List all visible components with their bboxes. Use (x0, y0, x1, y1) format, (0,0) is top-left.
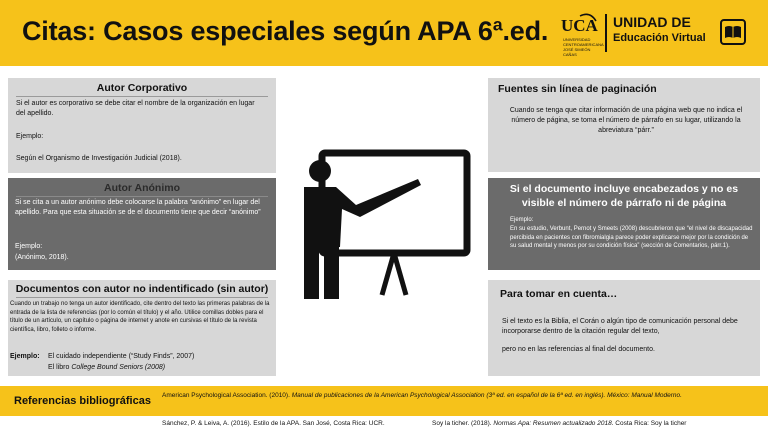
autor-anonimo-example: (Anónimo, 2018). (15, 254, 69, 261)
encabezados-example-label: Ejemplo: (510, 217, 534, 223)
uca-subtitle: UNIVERSIDAD CENTROAMERICANA JOSÉ SIMEÓN CAÑAS (563, 37, 604, 57)
autor-anonimo-box (8, 178, 276, 270)
autor-corporativo-example-label: Ejemplo: (16, 133, 44, 140)
reference-3-title: Normas Apa: Resumen actualizado 2018. (493, 420, 614, 427)
autor-anonimo-title: Autor Anónimo (103, 182, 180, 194)
autor-corporativo-example: Según el Organismo de Investigación Judicial (2018). (16, 155, 182, 162)
autor-anonimo-text: Si se cita a un autor anónimo debe colocarse la palabra “anónimo” en lugar del apellido. Para que esta situación se de el documento tiene que decir “anónimo” (15, 199, 261, 216)
header-banner (0, 0, 768, 66)
sin-paginacion-text: Cuando se tenga que citar información de una página web que no indica el número de página, se toma el número de párrafo en su lugar, utilizando la abreviatura “párr.” (509, 107, 743, 134)
reference-1 (162, 391, 757, 400)
encabezados-text: En su estudio, Verbunt, Pernot y Smeets (2008) descubrieron que “el nivel de discapacidad percibida en pacientes con fibromialgia parece poder explicarse mejor por la condición de su salud mental y menos por su condición física” (sección de Comentarios, párr.1). (510, 226, 753, 249)
sin-paginacion-box (488, 78, 760, 172)
autor-corporativo-box (8, 78, 276, 173)
title-divider (16, 297, 268, 298)
reference-1-title: Manual de publicaciones de la American Psychological Association (3ª ed. en español de la 6ª ed. en inglés). México: Manual Moderno. (291, 392, 682, 399)
logo-divider (605, 14, 607, 52)
open-book-icon (720, 19, 746, 45)
sin-autor-box (8, 280, 276, 376)
sin-autor-example-2 (48, 363, 165, 373)
uca-logo-text: UCA (561, 16, 598, 35)
uca-logo-icon (560, 13, 598, 37)
tomar-en-cuenta-text-2: pero no en las referencias al final del documento. (502, 346, 655, 353)
sin-autor-text: Cuando un trabajo no tenga un autor identificado, cite dentro del texto las primeras palabras de la entrada de la lista de referencias (por lo común el título) y el año. Utilice comillas dobles para el título de un artículo, un capítulo o página de internet y anote en cursivas el título de la revista científica, libro, folleto o informe. (10, 301, 270, 333)
reference-2: Sánchez, P. & Leiva, A. (2016). Estilo de la APA. San José, Costa Rica: UCR. (162, 420, 385, 427)
reference-3-publisher: Costa Rica: Soy la ticher (613, 420, 687, 427)
encabezados-box (488, 178, 760, 270)
referencias-bar (0, 386, 768, 416)
logo-line-1: UNIDAD DE (613, 14, 691, 30)
page-title: Citas: Casos especiales según APA 6ª.ed. (22, 16, 549, 46)
sin-autor-example-2-title: College Bound Seniors (2008) (71, 364, 166, 371)
logo-line-2: Educación Virtual (613, 32, 706, 44)
reference-3-author: Soy la ticher. (2018). (432, 420, 494, 427)
sin-autor-example-2-prefix: El libro (48, 364, 72, 371)
referencias-label: Referencias bibliográficas (14, 395, 151, 407)
logo-area (560, 11, 760, 57)
title-divider (16, 96, 268, 97)
sin-autor-example-1: El cuidado independiente (“Study Finds”, 2007) (48, 353, 195, 360)
reference-3 (432, 420, 762, 427)
tomar-en-cuenta-box (488, 280, 760, 376)
teacher-pointing-at-board-icon (290, 135, 475, 303)
autor-corporativo-text: Si el autor es corporativo se debe citar el nombre de la organización en lugar del apellido. (16, 100, 255, 117)
sin-autor-example-label: Ejemplo: (10, 353, 40, 360)
autor-corporativo-title: Autor Corporativo (96, 82, 188, 94)
autor-anonimo-example-label: Ejemplo: (15, 243, 43, 250)
tomar-en-cuenta-text-1: Si el texto es la Biblia, el Corán o algún tipo de comunicación personal debe incorporarse dentro de la citación regular del texto, (502, 318, 738, 335)
encabezados-title: Si el documento incluye encabezados y no es visible el número de párrafo ni de página (509, 183, 739, 209)
sin-autor-title: Documentos con autor no indentificado (sin autor) (15, 283, 269, 295)
reference-1-authors: American Psychological Association. (2010). (162, 392, 292, 399)
tomar-en-cuenta-title: Para tomar en cuenta… (500, 288, 618, 300)
title-divider (16, 196, 268, 197)
sin-paginacion-title: Fuentes sin línea de paginación (498, 83, 657, 95)
